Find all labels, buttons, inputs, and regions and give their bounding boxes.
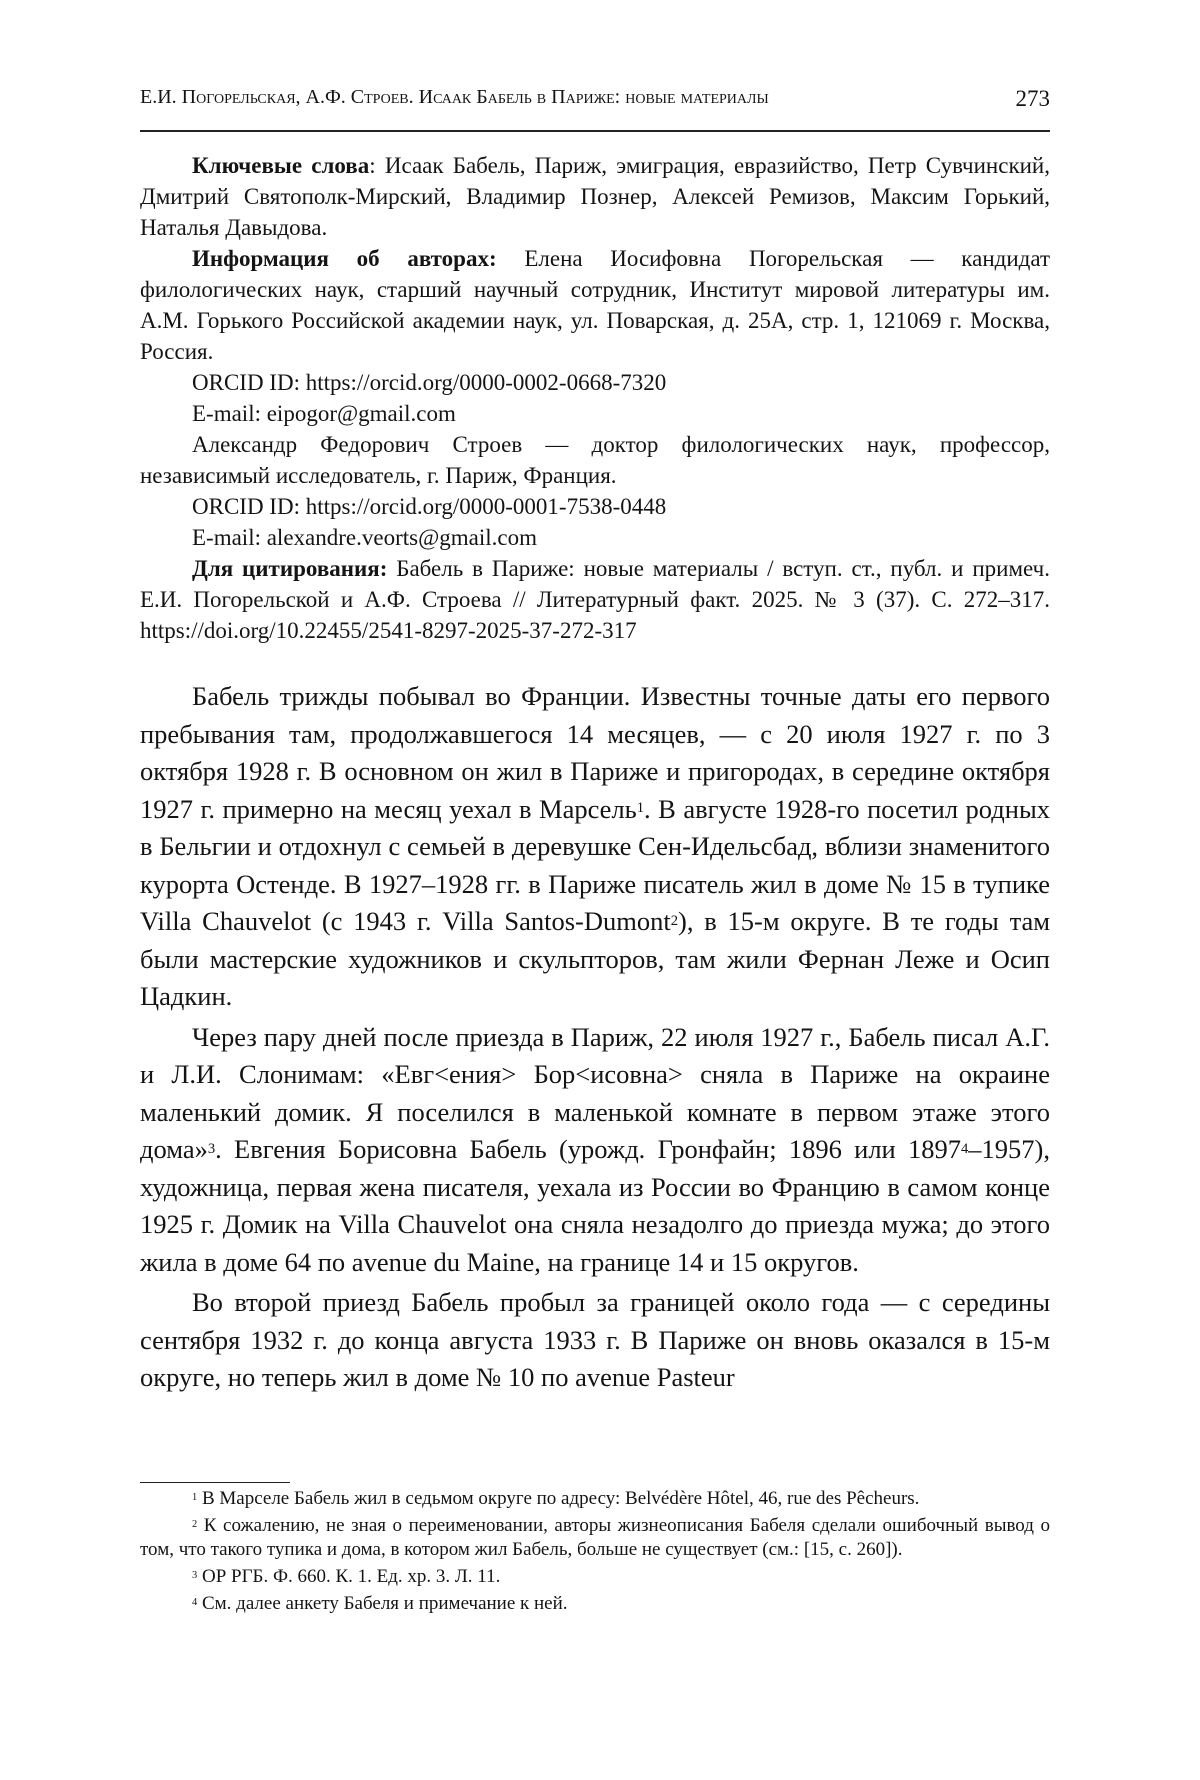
footnote-ref-4: 4 <box>961 1140 969 1157</box>
author2-email: E-mail: alexandre.veorts@gmail.com <box>192 525 537 550</box>
footnote-text: См. далее анкету Бабеля и примечание к ней. <box>197 1593 568 1614</box>
footnote-3 <box>140 1565 1050 1589</box>
footnote-text: К сожалению, не зная о переименовании, авторы жизнеописания Бабеля сделали ошибочный вывод о том, что такого тупика и дома, в котором жил Бабель, больше не существует (см.: [15, с. 260]). <box>140 1515 1050 1560</box>
footnote-1 <box>140 1487 1050 1511</box>
body-paragraph-2 <box>140 1019 1050 1282</box>
body-paragraph-3: Во второй приезд Бабель пробыл за границей около года — с середины сентября 1932 г. до конца августа 1933 г. В Париже он вновь оказался в 15-м округе, но теперь жил в доме № 10 по avenue Pasteur <box>140 1287 1050 1392</box>
footnote-number: 3 <box>192 1570 198 1582</box>
footnote-number: 1 <box>192 1492 198 1504</box>
running-title: Е.И. Погорельская, А.Ф. Строев. Исаак Бабель в Париже: новые материалы <box>140 86 769 108</box>
footnotes <box>140 1487 1050 1619</box>
paragraph-text: Через пару дней после приезда в Париж, 22 июля 1927 г., Бабель писал А.Г. и Л.И. Слонимам: «Евг<ения> Бор<исовна> сняла в Париже на окраине маленький домик. Я поселился в маленькой комнате в первом этаже этого дома» <box>140 1021 1050 1164</box>
footnote-ref-1: 1 <box>636 800 645 817</box>
paragraph-text: . В августе 1928-го посетил родных в Бельгии и отдохнул с семьей в деревушке Сен-Идельсбад, вблизи знаменитого курорта Остенде. В 1927–1928 гг. в Париже писатель жил в доме № 15 в тупике Villa Chauvelot (с 1943 г. Villa Santos-Dumont <box>140 793 1050 936</box>
paragraph-text: Бабель трижды побывал во Франции. Известны точные даты его первого пребывания там, продолжавшегося 14 месяцев, — с 20 июля 1927 г. по 3 октября 1928 г. В основном он жил в Париже и пригородах, в середине октября 1927 г. примерно на месяц уехал в Марсель <box>140 681 1050 824</box>
paragraph-text: . Евгения Борисовна Бабель (урожд. Гронфайн; 1896 или 1897 <box>215 1134 962 1164</box>
paragraph-text: ), в 15-м округе. В те годы там были мастерские художников и скульпторов, там жили Фернан Леже и Осип Цадкин. <box>140 906 1051 1011</box>
citation-text: Бабель в Париже: новые материалы / вступ. ст., публ. и примеч. Е.И. Погорельской и А.Ф. Строева // Литературный факт. 2025. № 3 (37). С. 272–317. https://doi.org/10.22455/2541-8297-2025-37-272-317 <box>140 556 1050 643</box>
authors-label: Информация об авторах: <box>192 246 497 271</box>
footnote-ref-2: 2 <box>670 912 679 929</box>
body-paragraph-1 <box>140 678 1050 1016</box>
author1-email: E-mail: eipogor@gmail.com <box>192 401 456 426</box>
author2-orcid: ORCID ID: https://orcid.org/0000-0001-7538-0448 <box>192 494 667 519</box>
author1-orcid: ORCID ID: https://orcid.org/0000-0002-0668-7320 <box>192 370 667 395</box>
page-number: 273 <box>1015 86 1050 111</box>
article-body <box>140 678 1050 1400</box>
footnote-number: 2 <box>192 1519 198 1531</box>
footnote-2 <box>140 1514 1050 1562</box>
author2-info: Александр Федорович Строев — доктор филологических наук, профессор, независимый исследователь, г. Париж, Франция. <box>140 432 1050 488</box>
footnote-separator <box>140 1482 290 1483</box>
footnote-text: В Марселе Бабель жил в седьмом округе по адресу: Belvédère Hôtel, 46, rue des Pêcheurs. <box>197 1488 920 1509</box>
footnote-ref-3: 3 <box>207 1140 216 1157</box>
footnote-number: 4 <box>192 1597 198 1609</box>
article-metadata <box>140 150 1050 646</box>
author1-info: Елена Иосифовна Погорельская — кандидат филологических наук, старший научный сотрудник, Институт мировой литературы им. А.М. Горького Российской академии наук, ул. Поварская, д. 25А, стр. 1, 121069 г. Москва, Россия. <box>140 246 1051 364</box>
running-header <box>140 86 1050 132</box>
footnote-4 <box>140 1592 1050 1616</box>
author-info <box>140 243 1050 367</box>
citation-label: Для цитирования: <box>192 556 388 581</box>
paragraph-text: –1957), художница, первая жена писателя, уехала из России во Францию в самом конце 1925 г. Домик на Villa Chauvelot она сняла незадолго до приезда мужа; до этого жила в доме 64 по avenue du Maine, на границе 14 и 15 округов. <box>140 1134 1050 1277</box>
citation <box>140 553 1050 646</box>
keywords-text: : Исаак Бабель, Париж, эмиграция, евразийство, Петр Сувчинский, Дмитрий Святополк-Мирский, Владимир Познер, Алексей Ремизов, Максим Горький, Наталья Давыдова. <box>140 153 1050 240</box>
keywords <box>140 150 1050 243</box>
keywords-label: Ключевые слова <box>192 153 370 178</box>
footnote-text: ОР РГБ. Ф. 660. К. 1. Ед. хр. 3. Л. 11. <box>197 1566 501 1587</box>
